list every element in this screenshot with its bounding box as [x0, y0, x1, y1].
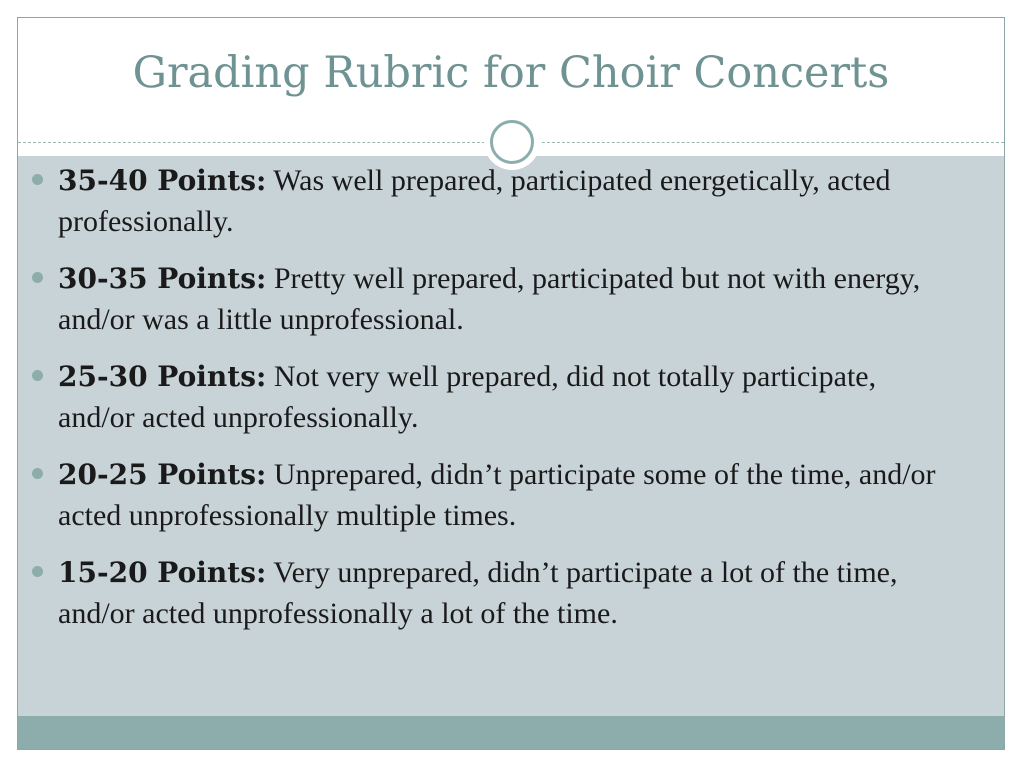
rubric-points-label: 35-40 Points:: [58, 164, 267, 197]
circle-ring-icon: [490, 120, 534, 164]
rubric-item: [30, 552, 950, 634]
rubric-description: Unprepared, didn’t participate some of the time, and/or acted unprofessionally multiple times.: [58, 458, 936, 532]
bullet-icon: [32, 468, 43, 479]
bullet-icon: [32, 272, 43, 283]
rubric-item: [30, 160, 950, 242]
rubric-points-label: 15-20 Points:: [58, 556, 267, 589]
rubric-item: [30, 356, 950, 438]
rubric-points-label: 30-35 Points:: [58, 262, 267, 295]
bullet-icon: [32, 370, 43, 381]
slide-title: Grading Rubric for Choir Concerts: [132, 48, 890, 98]
rubric-description: Was well prepared, participated energetically, acted professionally.: [58, 164, 891, 238]
rubric-points-label: 20-25 Points:: [58, 458, 267, 491]
rubric-description: Pretty well prepared, participated but not with energy, and/or was a little unprofessional.: [58, 262, 921, 336]
rubric-description: Not very well prepared, did not totally participate, and/or acted unprofessionally.: [58, 360, 877, 434]
rubric-item: [30, 258, 950, 340]
rubric-item: [30, 454, 950, 536]
rubric-points-label: 25-30 Points:: [58, 360, 267, 393]
rubric-list: [30, 160, 950, 650]
bullet-icon: [32, 566, 43, 577]
rubric-description: Very unprepared, didn’t participate a lot of the time, and/or acted unprofessionally a lot of the time.: [58, 556, 898, 630]
bullet-icon: [32, 174, 43, 185]
footer-band: [18, 716, 1004, 750]
